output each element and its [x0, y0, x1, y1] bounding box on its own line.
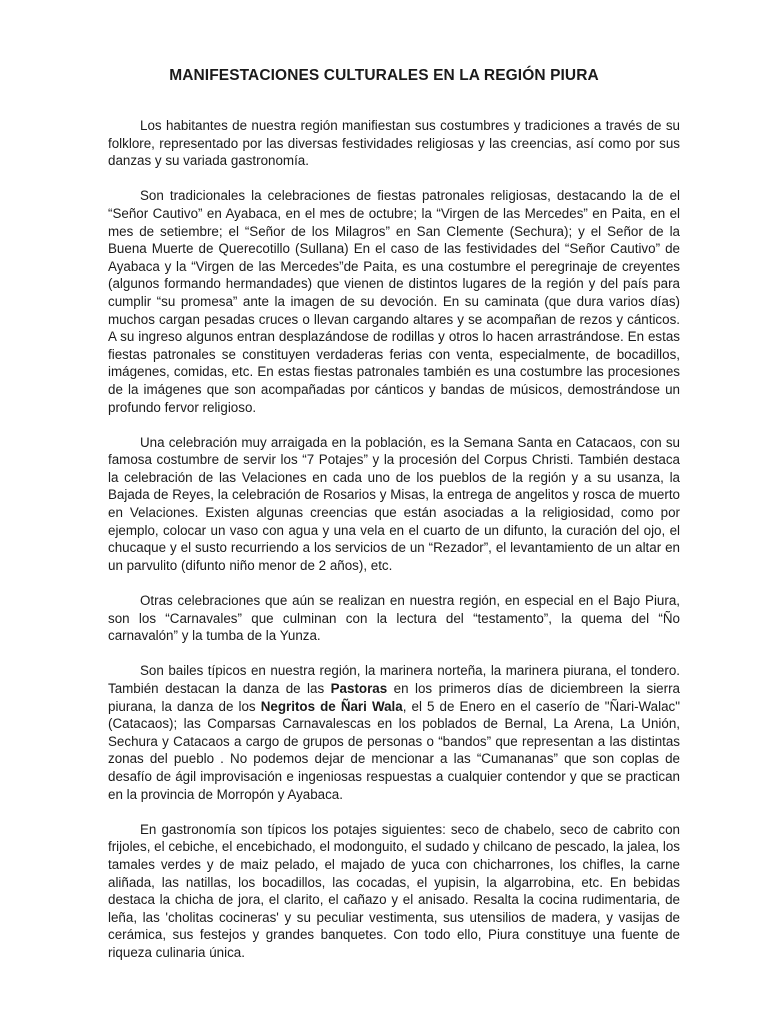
dance-negritos: Negritos de Ñari Wala: [260, 698, 403, 714]
page-title: MANIFESTACIONES CULTURALES EN LA REGIÓN PIURA: [169, 67, 599, 84]
paragraph-carnivals: Otras celebraciones que aún se realizan en nuestra región, en especial en el Bajo Piura, son los “Carnavales” que culminan con la lectura del “testamento”, la quema del “Ño carnavalón” y la tumba de la Yunza.: [108, 593, 680, 644]
paragraph-holy-week: Una celebración muy arraigada en la población, es la Semana Santa en Catacaos, con su famosa costumbre de servir los “7 Potajes” y la procesión del Corpus Christi. También destaca la celebración de las Velaciones en cada uno de los pueblos de la región y a su usanza, la Bajada de Reyes, la celebración de Rosarios y Misas, la entrega de angelitos y rosca de muerto en Velaciones. Existen algunas creencias que están asociadas a la religiosidad, como por ejemplo, colocar un vaso con agua y una vela en el cuarto de un difunto, la curación del ojo, el chucaque y el susto recurriendo a los servicios de un “Rezador”, el levantamiento de un altar en un parvulito (difunto niño menor de 2 años), etc.: [108, 434, 680, 573]
dance-pastoras: Pastoras: [330, 681, 388, 696]
paragraph-dances: [108, 662, 680, 803]
dances-text-c: en los primeros días de diciembreen la sierra piurana, la danza de los: [108, 681, 680, 714]
dances-text-d: , el 5 de Enero en el caserío de "Ñari-Walac" (Catacaos); las Comparsas Carnavalescas en los poblados de Bernal, La Arena, La Unión, Sechura y Catacaos a cargo de grupos de personas o “bandos” que representan a las distintas zonas del pueblo . No podemos dejar de mencionar a las “Cumananas” que son coplas de desafío de ágil improvisación e ingeniosas respuestas a cualquier contendor y que se practican en la provincia de Morropón y Ayabaca.: [108, 698, 680, 802]
document-body: [108, 117, 680, 979]
paragraph-gastronomy: En gastronomía son típicos los potajes siguientes: seco de chabelo, seco de cabrito con frijoles, el cebiche, el encebichado, el modonguito, el sudado y chilcano de pescado, la jalea, los tamales verdes y de maiz pelado, el majado de yuca con chicharrones, los chifles, la carne aliñada, las natillas, los bocadillos, las cocadas, el yupisin, la algarrobina, etc. En bebidas destaca la chicha de jora, el clarito, el cañazo y el anisado. Resalta la cocina rudimentaria, de leña, las 'cholitas cocineras' y su peculiar vestimenta, sus utensilios de madera, y vasijas de cerámica, sus festejos y grandes banquetes. Con todo ello, Piura constituye una fuente de riqueza culinaria única.: [108, 821, 680, 960]
paragraph-patron-festivals: Son tradicionales la celebraciones de fiestas patronales religiosas, destacando la de el “Señor Cautivo” en Ayabaca, en el mes de octubre; la “Virgen de las Mercedes” en Paita, en el mes de setiembre; el “Señor de los Milagros” en San Clemente (Sechura); y el Señor de la Buena Muerte de Querecotillo (Sullana) En el caso de las festividades del “Señor Cautivo” de Ayabaca y la “Virgen de las Mercedes”de Paita, es una costumbre el peregrinaje de creyentes (algunos formando hermandades) que vienen de distintos lugares de la región y del país para cumplir “su promesa” ante la imagen de su devoción. En su caminata (que dura varios días) muchos cargan pesadas cruces o llevan cargando altares y se acompañan de rezos y cánticos. A su ingreso algunos entran desplazándose de rodillas y otros lo hacen arrastrándose. En estas fiestas patronales se constituyen verdaderas ferias con venta, especialmente, de bocadillos, imágenes, comidas, etc. En estas fiestas patronales también es una costumbre las procesiones de la imágenes que son acompañadas por cánticos y bandas de músicos, demostrándose un profundo fervor religioso.: [108, 188, 680, 415]
paragraph-intro: Los habitantes de nuestra región manifiestan sus costumbres y tradiciones a través de su folklore, representado por las diversas festividades religiosas y las creencias, así como por sus danzas y su variada gastronomía.: [108, 118, 680, 169]
dances-text-a: Son bailes típicos en nuestra región, la marinera norteña, la marinera piurana, el tondero. También destacan la danza de las: [108, 663, 680, 696]
